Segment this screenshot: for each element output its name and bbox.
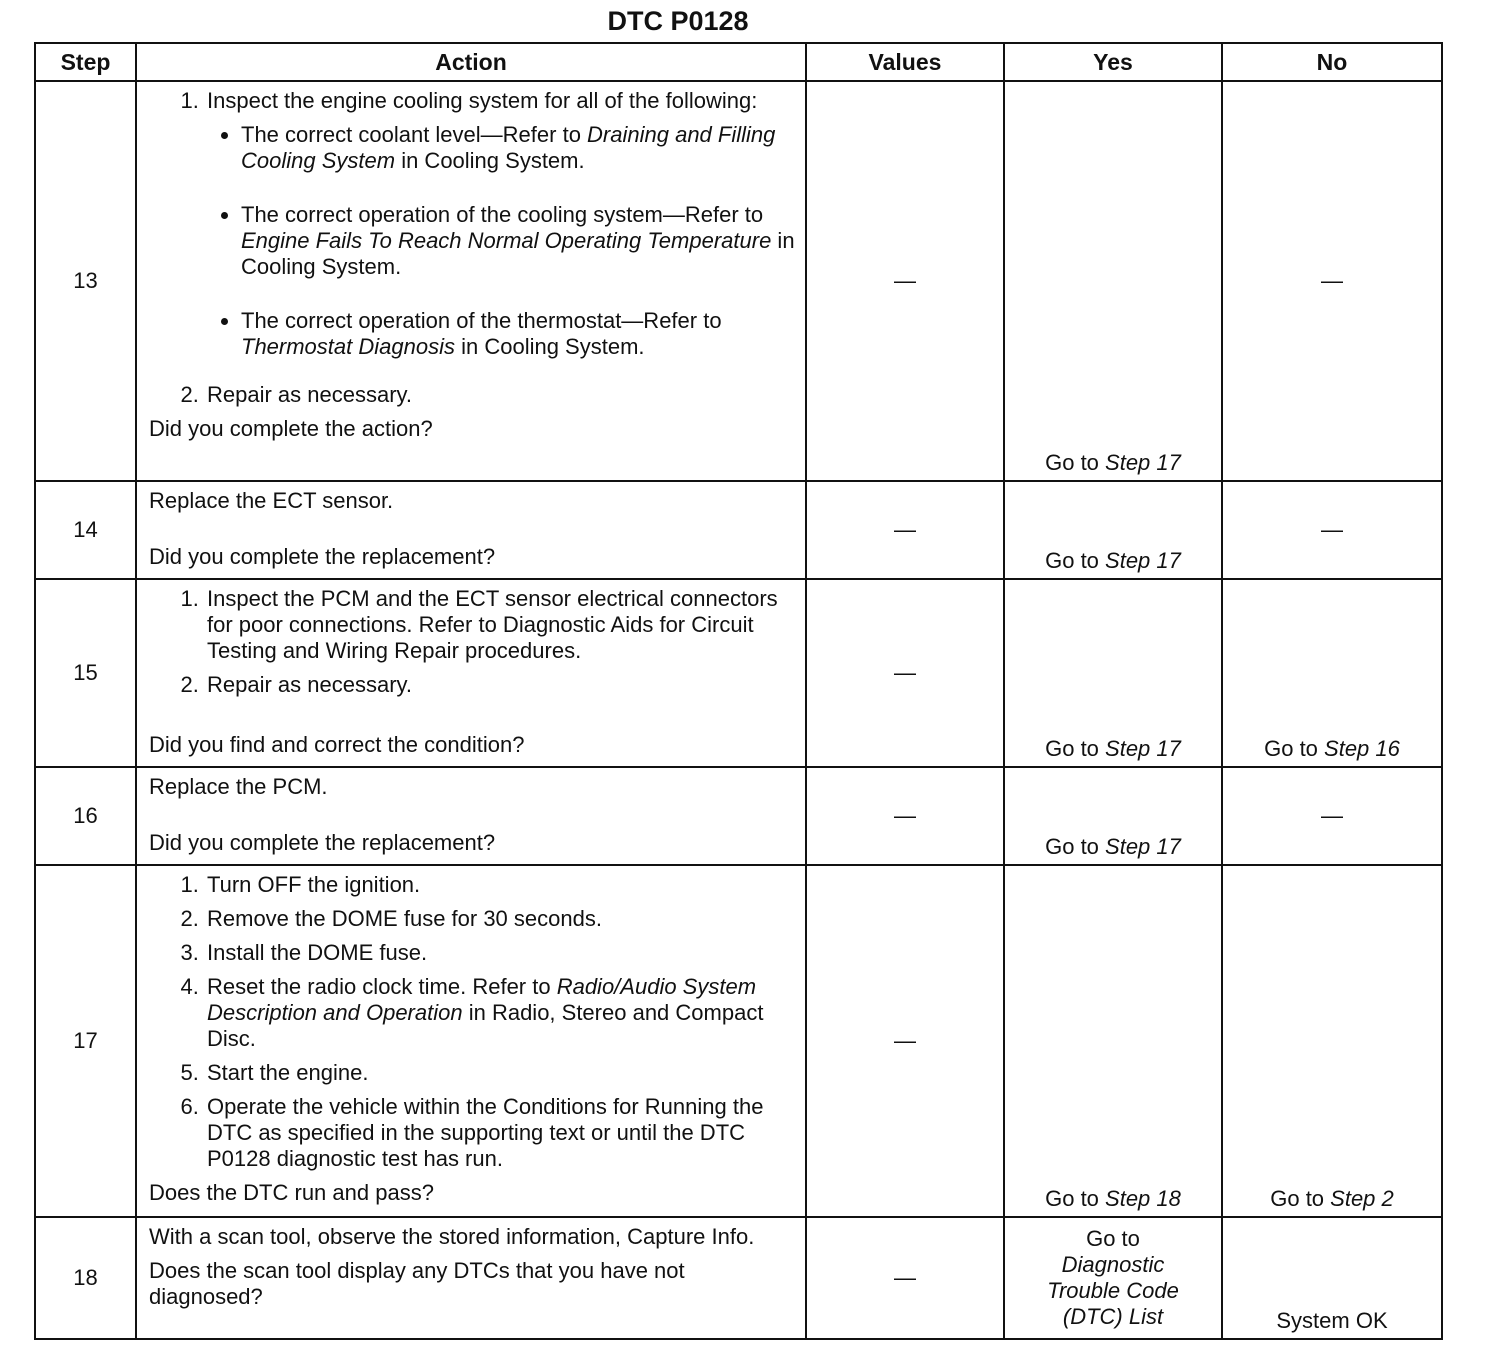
action-bullet: • The correct coolant level—Refer to Draining and Filling Cooling System in Cooling System. bbox=[241, 122, 795, 174]
action-item: 3. Install the DOME fuse. bbox=[205, 940, 795, 966]
no-cell: Go to Step 2 bbox=[1222, 865, 1442, 1217]
header-step: Step bbox=[35, 43, 136, 81]
yes-cell: Go to Step 17 bbox=[1004, 579, 1222, 767]
action-item: 6. Operate the vehicle within the Conditions for Running the DTC as specified in the supporting text or until the DTC P0128 diagnostic test has run. bbox=[205, 1094, 795, 1172]
action-question: Does the scan tool display any DTCs that you have not diagnosed? bbox=[149, 1258, 685, 1309]
header-no: No bbox=[1222, 43, 1442, 81]
header-row bbox=[35, 43, 1442, 81]
action-question: Did you complete the action? bbox=[149, 416, 433, 441]
action-bullet: • The correct operation of the thermostat—Refer to Thermostat Diagnosis in Cooling System. bbox=[241, 308, 795, 360]
action-bullet: • The correct operation of the cooling system—Refer to Engine Fails To Reach Normal Operating Temperature in Cooling System. bbox=[241, 202, 795, 280]
values-cell: — bbox=[806, 579, 1004, 767]
yes-cell: Go to Diagnostic Trouble Code (DTC) List bbox=[1004, 1217, 1222, 1339]
table-row-step-17 bbox=[35, 865, 1442, 1217]
action-cell bbox=[136, 579, 806, 767]
values-cell: — bbox=[806, 81, 1004, 481]
action-item: 2. Repair as necessary. bbox=[205, 672, 795, 698]
values-cell: — bbox=[806, 481, 1004, 579]
action-cell bbox=[136, 81, 806, 481]
action-cell bbox=[136, 481, 806, 579]
table-row-step-18 bbox=[35, 1217, 1442, 1339]
no-cell: System OK bbox=[1222, 1217, 1442, 1339]
yes-cell: Go to Step 18 bbox=[1004, 865, 1222, 1217]
action-question: Did you find and correct the condition? bbox=[149, 732, 525, 757]
values-cell: — bbox=[806, 1217, 1004, 1339]
step-number: 14 bbox=[35, 481, 136, 579]
header-yes: Yes bbox=[1004, 43, 1222, 81]
action-cell bbox=[136, 767, 806, 865]
table-row-step-13 bbox=[35, 81, 1442, 481]
action-cell bbox=[136, 865, 806, 1217]
yes-cell: Go to Step 17 bbox=[1004, 767, 1222, 865]
step-number: 15 bbox=[35, 579, 136, 767]
values-cell: — bbox=[806, 865, 1004, 1217]
table-row-step-16 bbox=[35, 767, 1442, 865]
no-cell: — bbox=[1222, 767, 1442, 865]
action-item: 1. Inspect the engine cooling system for all of the following: • The correct coolant level—Refer to Draining and Filling Cooling System in Cooling System. • The correct operation of the cooling system—Refer to Engine Fails To Reach Normal Operating Temperature in Cooling System. • The correct operation of the thermostat—Refer to Thermostat Diagnosis in Cooling System. bbox=[205, 88, 795, 360]
step-number: 18 bbox=[35, 1217, 136, 1339]
table-row-step-15 bbox=[35, 579, 1442, 767]
diagnostic-table bbox=[34, 42, 1443, 1340]
header-action: Action bbox=[136, 43, 806, 81]
values-cell: — bbox=[806, 767, 1004, 865]
step-number: 16 bbox=[35, 767, 136, 865]
action-text: Replace the PCM. bbox=[149, 774, 328, 799]
action-text: With a scan tool, observe the stored information, Capture Info. bbox=[149, 1224, 755, 1249]
yes-cell: Go to Step 17 bbox=[1004, 481, 1222, 579]
action-item: 4. Reset the radio clock time. Refer to Radio/Audio System Description and Operation in Radio, Stereo and Compact Disc. bbox=[205, 974, 795, 1052]
action-question: Did you complete the replacement? bbox=[149, 830, 496, 855]
no-cell: — bbox=[1222, 481, 1442, 579]
action-item: 2. Repair as necessary. bbox=[205, 382, 795, 408]
header-values: Values bbox=[806, 43, 1004, 81]
table-row-step-14 bbox=[35, 481, 1442, 579]
step-number: 17 bbox=[35, 865, 136, 1217]
action-question: Did you complete the replacement? bbox=[149, 544, 496, 569]
step-number: 13 bbox=[35, 81, 136, 481]
page-title: DTC P0128 bbox=[607, 6, 749, 36]
action-item: 1. Turn OFF the ignition. bbox=[205, 872, 795, 898]
yes-cell: Go to Step 17 bbox=[1004, 81, 1222, 481]
action-item: 5. Start the engine. bbox=[205, 1060, 795, 1086]
action-question: Does the DTC run and pass? bbox=[149, 1180, 434, 1205]
action-text: Replace the ECT sensor. bbox=[149, 488, 394, 513]
no-cell: Go to Step 16 bbox=[1222, 579, 1442, 767]
action-cell bbox=[136, 1217, 806, 1339]
action-item: 1. Inspect the PCM and the ECT sensor electrical connectors for poor connections. Refer to Diagnostic Aids for Circuit Testing and Wiring Repair procedures. bbox=[205, 586, 795, 664]
no-cell: — bbox=[1222, 81, 1442, 481]
action-item: 2. Remove the DOME fuse for 30 seconds. bbox=[205, 906, 795, 932]
